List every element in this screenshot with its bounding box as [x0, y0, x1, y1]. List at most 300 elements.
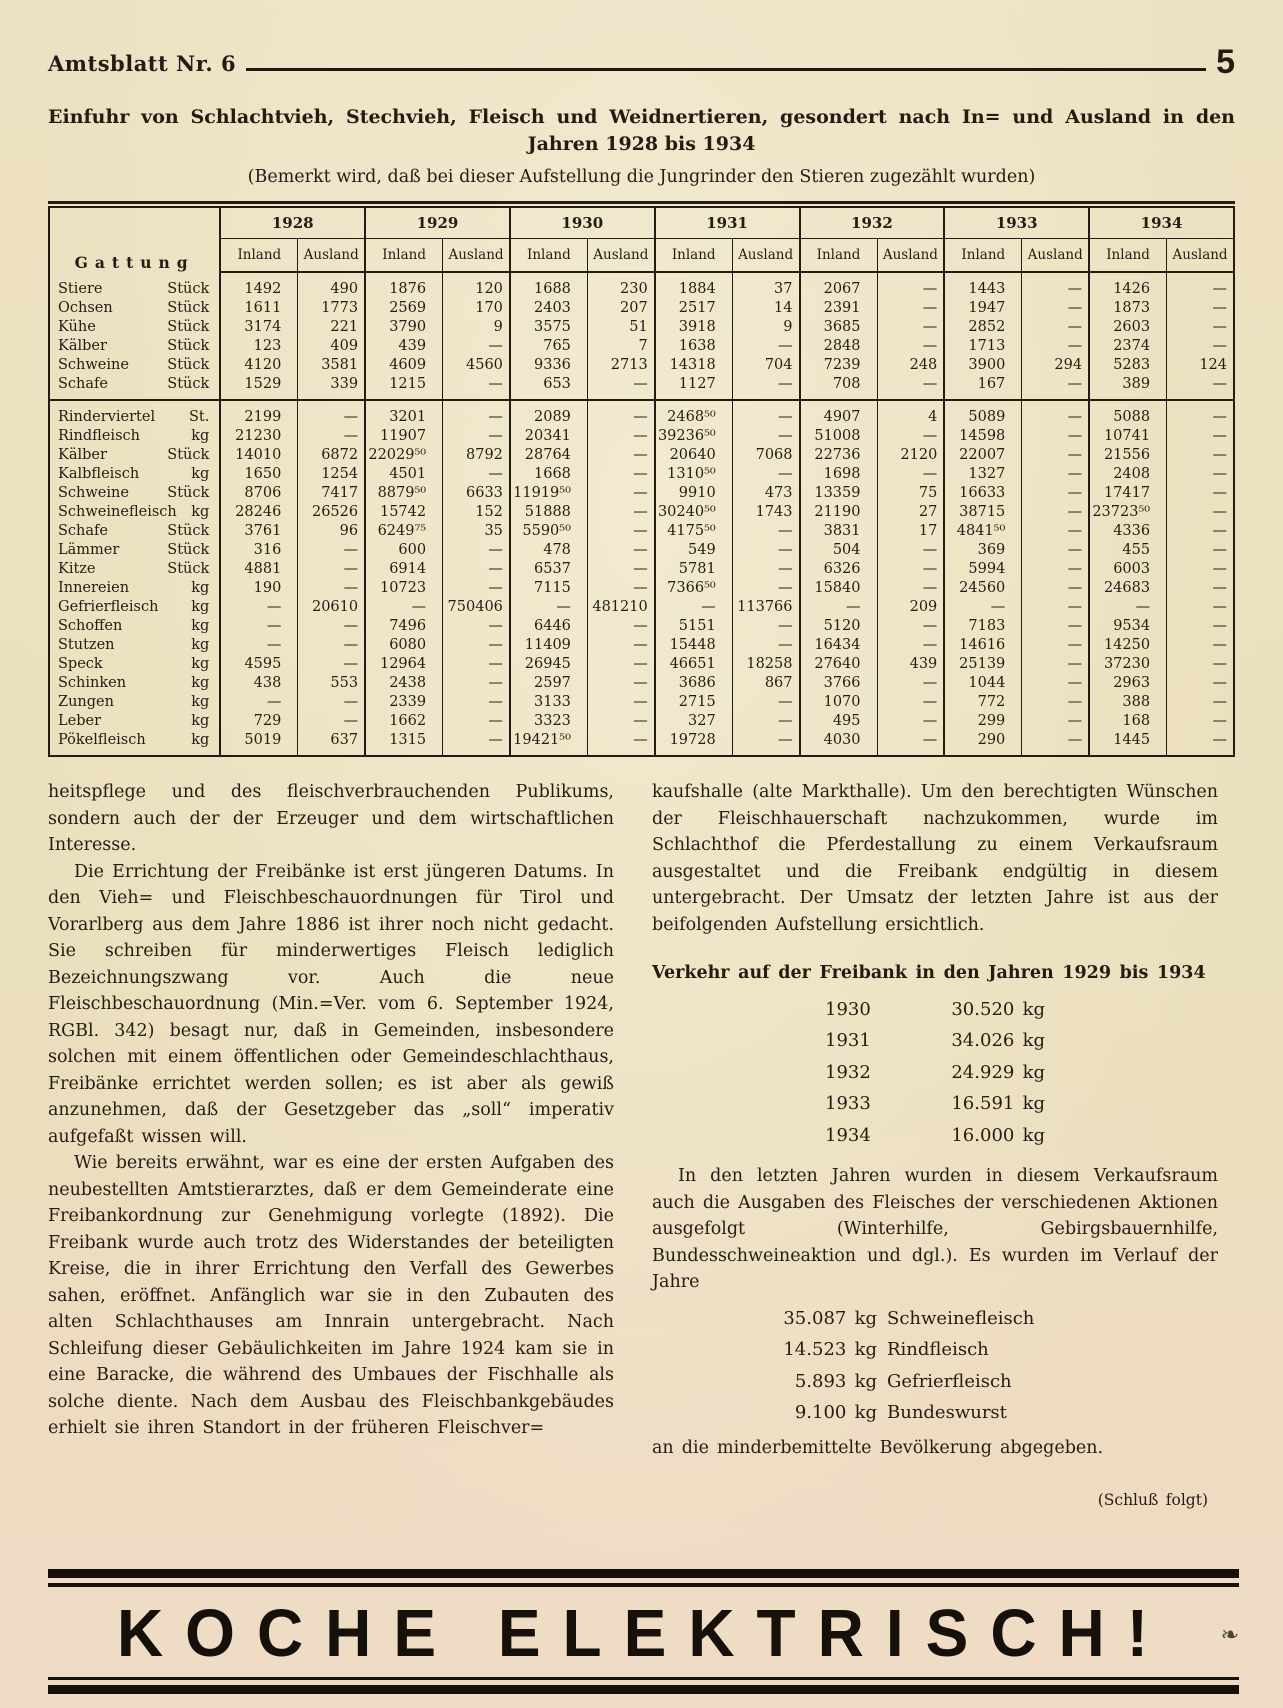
value-cell: — — [1022, 337, 1089, 356]
value-cell: — — [298, 560, 365, 579]
distribution-amount: 5.893 kg — [794, 1370, 877, 1392]
table-row — [49, 693, 1234, 712]
row-label: Rindfleisch kg — [49, 427, 220, 446]
value-cell: 7068 — [732, 446, 799, 465]
value-cell: — — [443, 636, 510, 655]
table-row — [49, 598, 1234, 617]
value-cell: — — [587, 375, 654, 400]
value-cell: 5089 — [944, 400, 1022, 427]
value-cell: 3581 — [298, 356, 365, 375]
value-cell: — — [298, 427, 365, 446]
value-cell: 637 — [298, 731, 365, 756]
table-row — [49, 400, 1234, 427]
value-cell: — — [877, 375, 944, 400]
value-cell: 439 — [877, 655, 944, 674]
value-cell: — — [587, 693, 654, 712]
value-cell: 1215 — [365, 375, 443, 400]
livestock-section — [49, 272, 1234, 400]
value-cell: 3685 — [800, 318, 878, 337]
value-cell: 19728 — [655, 731, 733, 756]
value-cell: 553 — [298, 674, 365, 693]
row-label: Schweine Stück — [49, 484, 220, 503]
value-cell: 1947 — [944, 299, 1022, 318]
value-cell: — — [732, 579, 799, 598]
value-cell: 750406 — [443, 598, 510, 617]
value-cell: 22029⁵⁰ — [365, 446, 443, 465]
value-cell: — — [587, 617, 654, 636]
row-label: Schafe Stück — [49, 522, 220, 541]
value-cell: 8792 — [443, 446, 510, 465]
value-cell: 388 — [1089, 693, 1167, 712]
value-cell: — — [732, 560, 799, 579]
value-cell: 1492 — [220, 272, 298, 299]
value-cell: — — [443, 560, 510, 579]
value-cell: 14010 — [220, 446, 298, 465]
freibank-amount: 30.520 kg — [951, 998, 1045, 1020]
value-cell: 6080 — [365, 636, 443, 655]
value-cell: 15840 — [800, 579, 878, 598]
value-cell: 16633 — [944, 484, 1022, 503]
ausland-header: Ausland — [443, 239, 510, 273]
value-cell: — — [732, 541, 799, 560]
value-cell: 21556 — [1089, 446, 1167, 465]
value-cell: — — [298, 693, 365, 712]
subheader-row — [49, 239, 1234, 273]
value-cell: 21230 — [220, 427, 298, 446]
value-cell: — — [1167, 427, 1234, 446]
value-cell: 14318 — [655, 356, 733, 375]
value-cell: 3133 — [510, 693, 588, 712]
value-cell: — — [1022, 375, 1089, 400]
row-label: Stutzen kg — [49, 636, 220, 655]
freibank-list — [652, 997, 1218, 1150]
distribution-amount: 9.100 kg — [794, 1402, 877, 1424]
value-cell: — — [877, 617, 944, 636]
value-cell: 7239 — [800, 356, 878, 375]
value-cell: 3761 — [220, 522, 298, 541]
table-title-block — [48, 104, 1235, 187]
value-cell: — — [587, 541, 654, 560]
value-cell: — — [877, 636, 944, 655]
value-cell: — — [365, 598, 443, 617]
value-cell: 729 — [220, 712, 298, 731]
value-cell: 96 — [298, 522, 365, 541]
inland-header: Inland — [220, 239, 298, 273]
value-cell: — — [1167, 541, 1234, 560]
ausland-header: Ausland — [1022, 239, 1089, 273]
value-cell: 170 — [443, 299, 510, 318]
distribution-amount: 14.523 kg — [783, 1339, 877, 1361]
value-cell: — — [1022, 465, 1089, 484]
value-cell: 1688 — [510, 272, 588, 299]
value-cell: — — [877, 560, 944, 579]
value-cell: 9336 — [510, 356, 588, 375]
value-cell: 327 — [655, 712, 733, 731]
value-cell: — — [732, 522, 799, 541]
value-cell: 167 — [944, 375, 1022, 400]
meat-section — [49, 400, 1234, 756]
value-cell: 9 — [443, 318, 510, 337]
value-cell: 24683 — [1089, 579, 1167, 598]
value-cell: — — [732, 636, 799, 655]
value-cell: — — [1022, 446, 1089, 465]
freibank-year: 1931 — [825, 1030, 871, 1052]
year-header-row — [49, 207, 1234, 239]
value-cell: 26945 — [510, 655, 588, 674]
value-cell: 3686 — [655, 674, 733, 693]
value-cell: 4 — [877, 400, 944, 427]
value-cell: 1127 — [655, 375, 733, 400]
value-cell: 2438 — [365, 674, 443, 693]
value-cell: — — [877, 427, 944, 446]
value-cell: — — [944, 598, 1022, 617]
value-cell: 21190 — [800, 503, 878, 522]
value-cell: — — [1022, 503, 1089, 522]
table-row — [49, 318, 1234, 337]
left-column — [48, 779, 614, 1514]
value-cell: 18258 — [732, 655, 799, 674]
value-cell: 1254 — [298, 465, 365, 484]
freibank-year: 1934 — [825, 1124, 871, 1146]
value-cell: — — [1022, 560, 1089, 579]
inland-header: Inland — [800, 239, 878, 273]
header-rule — [246, 68, 1206, 71]
value-cell: 4595 — [220, 655, 298, 674]
value-cell: 24560 — [944, 579, 1022, 598]
value-cell: — — [1167, 579, 1234, 598]
value-cell: 2391 — [800, 299, 878, 318]
value-cell: 1884 — [655, 272, 733, 299]
value-cell: — — [800, 598, 878, 617]
value-cell: — — [732, 375, 799, 400]
value-cell: — — [587, 674, 654, 693]
value-cell: — — [1167, 598, 1234, 617]
value-cell: 339 — [298, 375, 365, 400]
value-cell: 1662 — [365, 712, 443, 731]
table-row — [49, 636, 1234, 655]
year-header-1928: 1928 — [220, 207, 365, 239]
value-cell: 2848 — [800, 337, 878, 356]
value-cell: 20640 — [655, 446, 733, 465]
value-cell: 495 — [800, 712, 878, 731]
value-cell: 772 — [944, 693, 1022, 712]
value-cell: 4841⁵⁰ — [944, 522, 1022, 541]
year-header-1932: 1932 — [800, 207, 945, 239]
table-row — [49, 465, 1234, 484]
value-cell: — — [1022, 636, 1089, 655]
value-cell: 7183 — [944, 617, 1022, 636]
value-cell: 6872 — [298, 446, 365, 465]
value-cell: 3900 — [944, 356, 1022, 375]
row-label: Stiere Stück — [49, 272, 220, 299]
value-cell: 190 — [220, 579, 298, 598]
value-cell: 3831 — [800, 522, 878, 541]
value-cell: — — [1167, 299, 1234, 318]
value-cell: — — [1022, 522, 1089, 541]
paragraph: Die Errichtung der Freibänke ist erst jüngeren Datums. In den Vieh= und Fleischbeschauordnungen für Tirol und Vorarlberg aus dem Jahre 1886 ist ihrer noch nicht gedacht. Sie schreiben für minderwertiges Fleisch lediglich Bezeichnungszwang vor. Auch die neue Fleischbeschauordnung (Min.=Ver. vom 6. September 1924, RGBl. 342) besagt nur, daß in Gemeinden, insbesondere solchen mit einem öffentlichen oder Gemeindeschlachthaus, Freibänke errichtet werden sollen; es ist aber als gewiß anzunehmen, daß der Gesetzgeber das „soll“ imperativ aufgefaßt wissen will. — [48, 861, 614, 1147]
value-cell: 28764 — [510, 446, 588, 465]
value-cell: — — [443, 655, 510, 674]
value-cell: — — [298, 655, 365, 674]
value-cell: — — [587, 655, 654, 674]
row-label: Lämmer Stück — [49, 541, 220, 560]
value-cell: 2603 — [1089, 318, 1167, 337]
value-cell: 15742 — [365, 503, 443, 522]
distribution-list — [772, 1306, 1218, 1427]
value-cell: 490 — [298, 272, 365, 299]
row-label: Leber kg — [49, 712, 220, 731]
value-cell: — — [1022, 484, 1089, 503]
value-cell: 2963 — [1089, 674, 1167, 693]
value-cell: 39236⁵⁰ — [655, 427, 733, 446]
value-cell: — — [732, 617, 799, 636]
table-row — [49, 337, 1234, 356]
value-cell: 13359 — [800, 484, 878, 503]
row-label: Schweinefleisch kg — [49, 503, 220, 522]
value-cell: 316 — [220, 541, 298, 560]
row-label: Pökelfleisch kg — [49, 731, 220, 756]
value-cell: 1876 — [365, 272, 443, 299]
value-cell: 17417 — [1089, 484, 1167, 503]
value-cell: — — [877, 299, 944, 318]
inland-header: Inland — [365, 239, 443, 273]
value-cell: — — [443, 674, 510, 693]
value-cell: — — [877, 318, 944, 337]
value-cell: — — [1167, 400, 1234, 427]
value-cell: 704 — [732, 356, 799, 375]
value-cell: 290 — [944, 731, 1022, 756]
value-cell: — — [1022, 712, 1089, 731]
ad-text: KOCHE ELEKTRISCH! — [116, 1594, 1171, 1671]
value-cell: 2339 — [365, 693, 443, 712]
value-cell: — — [298, 636, 365, 655]
value-cell: 1698 — [800, 465, 878, 484]
value-cell: 248 — [877, 356, 944, 375]
ausland-header: Ausland — [732, 239, 799, 273]
value-cell: 7115 — [510, 579, 588, 598]
value-cell: 1445 — [1089, 731, 1167, 756]
value-cell: 123 — [220, 337, 298, 356]
value-cell: 6326 — [800, 560, 878, 579]
value-cell: — — [587, 465, 654, 484]
value-cell: 3575 — [510, 318, 588, 337]
value-cell: 389 — [1089, 375, 1167, 400]
row-label: Gefrierfleisch kg — [49, 598, 220, 617]
value-cell: — — [298, 617, 365, 636]
value-cell: 439 — [365, 337, 443, 356]
table-row — [49, 560, 1234, 579]
value-cell: — — [877, 272, 944, 299]
value-cell: 5781 — [655, 560, 733, 579]
value-cell: — — [220, 693, 298, 712]
distribution-amount: 35.087 kg — [783, 1307, 877, 1329]
distribution-label: Gefrierfleisch — [887, 1370, 1012, 1392]
value-cell: — — [1022, 318, 1089, 337]
value-cell: — — [298, 579, 365, 598]
freibank-amount: 24.929 kg — [951, 1061, 1045, 1083]
value-cell: 4175⁵⁰ — [655, 522, 733, 541]
value-cell: 5151 — [655, 617, 733, 636]
freibank-amount: 16.591 kg — [951, 1093, 1045, 1115]
value-cell: — — [1167, 272, 1234, 299]
value-cell: — — [1167, 693, 1234, 712]
value-cell: 473 — [732, 484, 799, 503]
table-row — [49, 484, 1234, 503]
value-cell: 26526 — [298, 503, 365, 522]
value-cell: 11409 — [510, 636, 588, 655]
value-cell: 27 — [877, 503, 944, 522]
value-cell: — — [443, 693, 510, 712]
value-cell: 5590⁵⁰ — [510, 522, 588, 541]
row-label: Innereien kg — [49, 579, 220, 598]
value-cell: — — [1167, 731, 1234, 756]
value-cell: 12964 — [365, 655, 443, 674]
value-cell: 3790 — [365, 318, 443, 337]
value-cell: 9910 — [655, 484, 733, 503]
value-cell: 209 — [877, 598, 944, 617]
value-cell: 653 — [510, 375, 588, 400]
value-cell: 1743 — [732, 503, 799, 522]
value-cell: 51 — [587, 318, 654, 337]
value-cell: 455 — [1089, 541, 1167, 560]
value-cell: — — [1022, 427, 1089, 446]
value-cell: 10723 — [365, 579, 443, 598]
table-row — [49, 712, 1234, 731]
value-cell: 2120 — [877, 446, 944, 465]
value-cell: — — [587, 636, 654, 655]
table-row — [49, 375, 1234, 400]
value-cell: 1650 — [220, 465, 298, 484]
value-cell: — — [1167, 375, 1234, 400]
row-label: Speck kg — [49, 655, 220, 674]
value-cell: 1070 — [800, 693, 878, 712]
value-cell: 294 — [1022, 356, 1089, 375]
ad-rule-top-thick — [48, 1569, 1239, 1578]
value-cell: 22736 — [800, 446, 878, 465]
value-cell: 4560 — [443, 356, 510, 375]
ausland-header: Ausland — [587, 239, 654, 273]
value-cell: 221 — [298, 318, 365, 337]
value-cell: 299 — [944, 712, 1022, 731]
value-cell: — — [1022, 617, 1089, 636]
value-cell: — — [587, 503, 654, 522]
row-label: Kälber Stück — [49, 337, 220, 356]
value-cell: 20341 — [510, 427, 588, 446]
value-cell: 7366⁵⁰ — [655, 579, 733, 598]
value-cell: 8706 — [220, 484, 298, 503]
distribution-label: Schweinefleisch — [887, 1307, 1035, 1329]
year-header-1931: 1931 — [655, 207, 800, 239]
row-label: Ochsen Stück — [49, 299, 220, 318]
inland-header: Inland — [655, 239, 733, 273]
value-cell: — — [1167, 674, 1234, 693]
value-cell: — — [1022, 674, 1089, 693]
value-cell: 46651 — [655, 655, 733, 674]
value-cell: — — [877, 731, 944, 756]
row-label: Zungen kg — [49, 693, 220, 712]
year-header-1934: 1934 — [1089, 207, 1234, 239]
value-cell: 2067 — [800, 272, 878, 299]
value-cell: 1668 — [510, 465, 588, 484]
value-cell: — — [732, 427, 799, 446]
value-cell: — — [877, 465, 944, 484]
value-cell: 27640 — [800, 655, 878, 674]
value-cell: — — [443, 400, 510, 427]
value-cell: — — [587, 446, 654, 465]
value-cell: — — [732, 465, 799, 484]
value-cell: — — [587, 712, 654, 731]
right-column — [652, 779, 1218, 1514]
value-cell: — — [443, 427, 510, 446]
value-cell: — — [443, 541, 510, 560]
value-cell: 9 — [732, 318, 799, 337]
value-cell: 2199 — [220, 400, 298, 427]
value-cell: — — [587, 731, 654, 756]
value-cell: 38715 — [944, 503, 1022, 522]
table-row — [49, 503, 1234, 522]
paragraph: heitspflege und des fleischverbrauchenden Publikums, sondern auch der der Erzeuger und dem wirtschaftlichen Interesse. — [48, 782, 614, 856]
table-row — [49, 272, 1234, 299]
year-header-1933: 1933 — [944, 207, 1089, 239]
value-cell: 2403 — [510, 299, 588, 318]
value-cell: 1529 — [220, 375, 298, 400]
value-cell: 1713 — [944, 337, 1022, 356]
value-cell: — — [443, 337, 510, 356]
page-header — [48, 38, 1235, 82]
inland-header: Inland — [1089, 239, 1167, 273]
value-cell: 2517 — [655, 299, 733, 318]
value-cell: 10741 — [1089, 427, 1167, 446]
leaf-ornament-icon: ❧ — [1220, 1622, 1239, 1648]
value-cell: 7 — [587, 337, 654, 356]
value-cell: 20610 — [298, 598, 365, 617]
value-cell: 6914 — [365, 560, 443, 579]
value-cell: 51888 — [510, 503, 588, 522]
value-cell: 4120 — [220, 356, 298, 375]
advertisement — [48, 1569, 1239, 1694]
table-title-line2: Jahren 1928 bis 1934 — [527, 132, 756, 155]
value-cell: 3201 — [365, 400, 443, 427]
value-cell: — — [732, 731, 799, 756]
value-cell: 207 — [587, 299, 654, 318]
row-label: Schafe Stück — [49, 375, 220, 400]
row-label: Kalbfleisch kg — [49, 465, 220, 484]
value-cell: — — [1167, 617, 1234, 636]
freibank-year: 1930 — [825, 998, 871, 1020]
value-cell: 11919⁵⁰ — [510, 484, 588, 503]
value-cell: 14 — [732, 299, 799, 318]
value-cell: — — [1167, 560, 1234, 579]
table-row — [49, 356, 1234, 375]
value-cell: — — [877, 693, 944, 712]
inland-header: Inland — [510, 239, 588, 273]
value-cell: — — [877, 579, 944, 598]
value-cell: 600 — [365, 541, 443, 560]
value-cell: — — [443, 731, 510, 756]
value-cell: 37230 — [1089, 655, 1167, 674]
value-cell: 1873 — [1089, 299, 1167, 318]
value-cell: — — [443, 579, 510, 598]
value-cell: 409 — [298, 337, 365, 356]
ad-rule-bottom-thin — [48, 1677, 1239, 1681]
value-cell: 4609 — [365, 356, 443, 375]
ad-line — [48, 1587, 1239, 1677]
value-cell: 2569 — [365, 299, 443, 318]
freibank-heading: Verkehr auf der Freibank in den Jahren 1929 bis 1934 — [652, 963, 1206, 984]
value-cell: 1327 — [944, 465, 1022, 484]
value-cell: — — [298, 400, 365, 427]
value-cell: — — [877, 541, 944, 560]
